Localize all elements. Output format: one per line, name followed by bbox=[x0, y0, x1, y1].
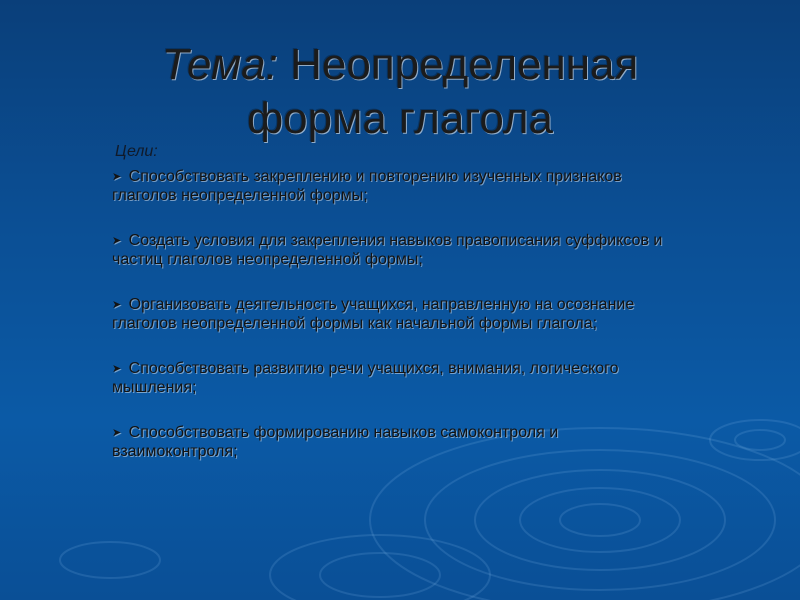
arrow-bullet-icon: ➤ bbox=[112, 235, 122, 247]
goals-label: Цели: bbox=[115, 143, 158, 160]
list-item-text: Способствовать формированию навыков самоконтроля и взаимоконтроля; bbox=[112, 424, 559, 460]
list-item-text: Организовать деятельность учащихся, направленную на осознание глаголов неопределенной формы как начальной формы глагола; bbox=[112, 296, 635, 332]
arrow-bullet-icon: ➤ bbox=[112, 171, 122, 183]
title-topic-label: Тема: bbox=[161, 40, 278, 89]
arrow-bullet-icon: ➤ bbox=[112, 427, 122, 439]
slide-title bbox=[0, 38, 800, 146]
list-item-text: Создать условия для закрепления навыков правописания суффиксов и частиц глаголов неопределенной формы; bbox=[112, 232, 663, 268]
list-item-text: Способствовать развитию речи учащихся, внимания, логического мышления; bbox=[112, 360, 619, 396]
list-item bbox=[112, 168, 672, 204]
arrow-bullet-icon: ➤ bbox=[112, 363, 122, 375]
list-item bbox=[112, 296, 672, 332]
arrow-bullet-icon: ➤ bbox=[112, 299, 122, 311]
title-topic-text: Неопределенная bbox=[277, 40, 639, 89]
list-item bbox=[112, 424, 672, 460]
goals-list bbox=[112, 168, 672, 488]
list-item bbox=[112, 360, 672, 396]
list-item bbox=[112, 232, 672, 268]
title-line-2: форма глагола bbox=[246, 94, 554, 143]
list-item-text: Способствовать закреплению и повторению изученных признаков глаголов неопределенной формы; bbox=[112, 168, 622, 204]
